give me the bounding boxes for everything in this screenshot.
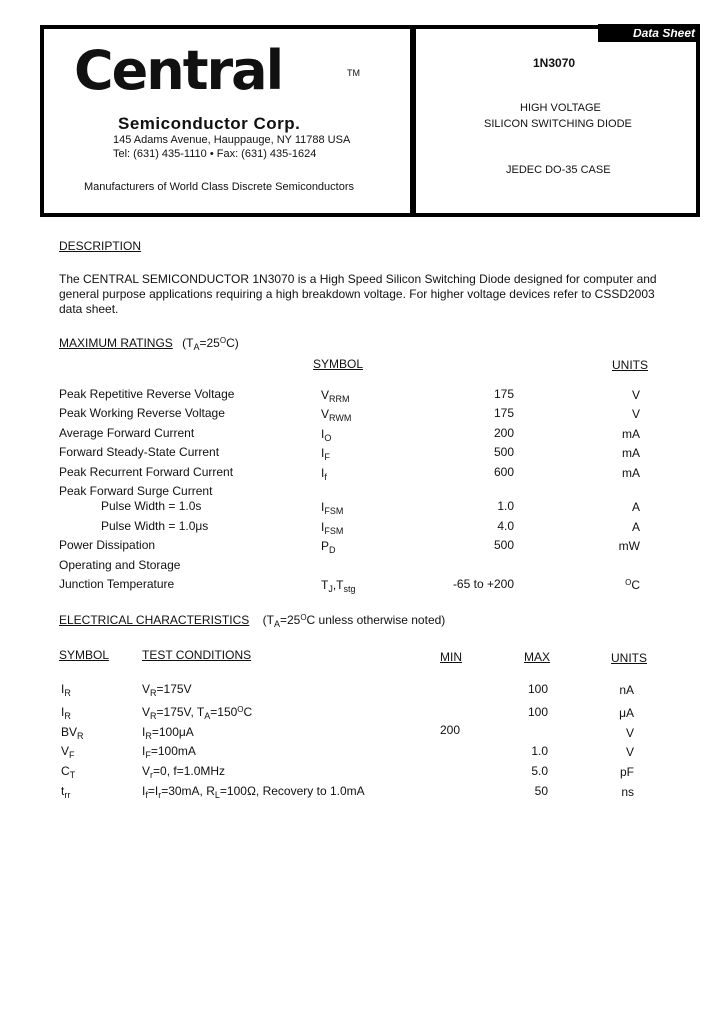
part-number: 1N3070	[533, 56, 576, 70]
elec-min: 200	[440, 723, 461, 737]
elec-test-condition: $I_f=I_r=30mA$, $R_L=100\Omega$, Recovery to 1.0mA	[142, 784, 365, 800]
elec-col-symbol: SYMBOL	[59, 648, 110, 662]
elec-col-units: UNITS	[611, 651, 647, 665]
elec-symbol: $V_F$	[61, 744, 75, 760]
elec-test-condition: $I_R=100\mu A$	[142, 725, 194, 741]
data-sheet-tag: Data Sheet	[598, 24, 700, 42]
max-col-units: UNITS	[612, 358, 648, 372]
elec-unit: ns	[621, 785, 634, 799]
elec-max: 50	[534, 784, 548, 798]
central-logo: Central	[74, 39, 283, 102]
max-symbol: $T_J,T_{stg}$	[321, 578, 356, 594]
elec-unit: nA	[619, 683, 634, 697]
elec-test-condition: $V_R=175V$	[142, 682, 192, 698]
elec-max: 100	[527, 682, 548, 696]
corp-name: Semiconductor Corp.	[118, 114, 301, 133]
max-unit: V	[631, 407, 640, 421]
max-param: Operating and Storage	[59, 558, 181, 572]
max-ratings-heading: MAXIMUM RATINGS $(T_A=25^OC)$	[59, 336, 239, 352]
product-desc-2: SILICON SWITCHING DIODE	[484, 118, 632, 130]
max-unit: mW	[618, 539, 640, 553]
max-value: 175	[493, 387, 514, 401]
elec-unit: V	[625, 726, 634, 740]
max-param: Forward Steady-State Current	[59, 445, 220, 459]
max-unit: A	[631, 520, 640, 534]
tagline: Manufacturers of World Class Discrete Semiconductors	[84, 181, 355, 193]
max-symbol: $I_F$	[321, 446, 330, 462]
max-value: 500	[493, 538, 514, 552]
electrical-heading: ELECTRICAL CHARACTERISTICS ($T_A=25^OC$ unless otherwise noted)	[59, 613, 446, 629]
max-param: Pulse Width = 1.0μs	[101, 519, 209, 533]
elec-max: 100	[527, 705, 548, 719]
elec-unit: pF	[619, 765, 634, 779]
max-value: 1.0	[497, 499, 514, 513]
max-symbol: $I_{FSM}$	[321, 520, 344, 536]
address: 145 Adams Avenue, Hauppauge, NY 11788 USA	[113, 134, 351, 146]
elec-max: 5.0	[531, 764, 548, 778]
max-value: 200	[493, 426, 514, 440]
elec-col-test: TEST CONDITIONS	[142, 648, 252, 662]
product-desc-1: HIGH VOLTAGE	[520, 102, 601, 114]
max-param: Average Forward Current	[59, 426, 195, 440]
max-unit: $^O$C	[625, 578, 640, 592]
trademark: TM	[347, 68, 360, 78]
max-param: Peak Working Reverse Voltage	[59, 406, 225, 420]
max-value: 600	[493, 465, 514, 479]
case-type: JEDEC DO-35 CASE	[506, 164, 611, 176]
max-param: Junction Temperature	[59, 577, 175, 591]
elec-test-condition: $V_r=0$, f=1.0MHz	[142, 764, 226, 780]
max-unit: mA	[622, 446, 640, 460]
max-param: Peak Forward Surge Current	[59, 484, 213, 498]
max-value: 500	[493, 445, 514, 459]
phone-fax: Tel: (631) 435-1110 • Fax: (631) 435-1624	[113, 148, 317, 160]
max-param: Peak Repetitive Reverse Voltage	[59, 387, 235, 401]
max-col-symbol: SYMBOL	[313, 357, 364, 371]
elec-symbol: $C_T$	[61, 764, 76, 780]
max-symbol: $I_f$	[321, 466, 327, 482]
max-param: Pulse Width = 1.0s	[101, 499, 202, 513]
max-param: Peak Recurrent Forward Current	[59, 465, 234, 479]
max-symbol: $V_{RWM}$	[321, 407, 352, 423]
max-unit: mA	[622, 466, 640, 480]
elec-col-min: MIN	[440, 650, 462, 664]
header-divider	[410, 25, 416, 217]
elec-symbol: $I_R$	[61, 705, 71, 721]
max-param: Power Dissipation	[59, 538, 156, 552]
max-unit: A	[631, 500, 640, 514]
max-value: 4.0	[497, 519, 514, 533]
description-text: The CENTRAL SEMICONDUCTOR 1N3070 is a High Speed Silicon Switching Diode designed for computer and general purpose applications requiring a high breakdown voltage. For higher voltage devices refer to CSSD2003 data sheet.	[59, 272, 657, 316]
elec-unit: V	[625, 745, 634, 759]
description-heading: DESCRIPTION	[59, 239, 142, 253]
elec-symbol: $t_{rr}$	[61, 784, 71, 800]
max-unit: V	[631, 388, 640, 402]
elec-test-condition: $V_R=175V$, $T_A=150^OC$	[142, 705, 253, 721]
elec-symbol: $BV_R$	[61, 725, 84, 741]
elec-symbol: $I_R$	[61, 682, 71, 698]
max-value: -65 to +200	[452, 577, 514, 591]
max-value: 175	[493, 406, 514, 420]
max-symbol: $I_O$	[321, 427, 332, 443]
elec-col-max: MAX	[524, 650, 551, 664]
max-unit: mA	[622, 427, 640, 441]
max-symbol: $V_{RRM}$	[321, 388, 350, 404]
max-symbol: $I_{FSM}$	[321, 500, 344, 516]
elec-max: 1.0	[531, 744, 548, 758]
max-symbol: $P_D$	[321, 539, 336, 555]
elec-unit: μA	[619, 706, 634, 720]
elec-test-condition: $I_F=100mA$	[142, 744, 196, 760]
